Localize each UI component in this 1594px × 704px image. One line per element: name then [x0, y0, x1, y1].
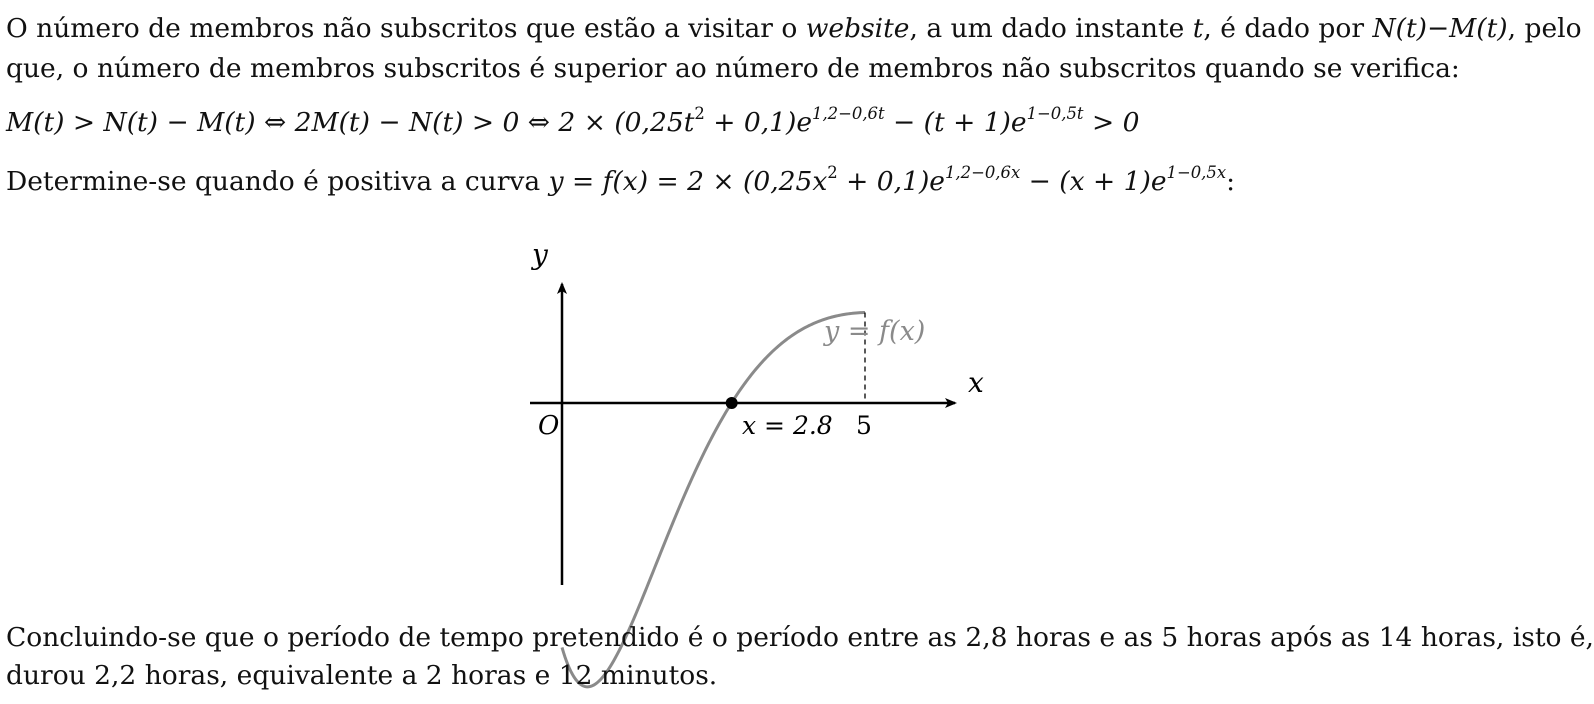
inequality-part-c: − (t + 1)e	[884, 107, 1027, 138]
inequality-part-d: > 0	[1083, 107, 1140, 138]
end-tick-label: 5	[856, 411, 872, 440]
determine-expr-c: − (x + 1)e	[1020, 166, 1167, 197]
determine-expr-a: y = f(x) = 2 × (0,25x	[548, 166, 828, 197]
inequality-square-exp: 2	[694, 103, 705, 123]
conclusion-line2: durou 2,2 horas, equivalente a 2 horas e 12 minutos.	[6, 660, 718, 691]
intro-t-symbol: t	[1192, 13, 1204, 44]
conclusion-line1: Concluindo-se que o período de tempo pretendido é o período entre as 2,8 horas e as 5 horas após as 14 horas, isto é,	[6, 622, 1594, 653]
determine-exp2: 1−0,5x	[1166, 162, 1227, 182]
inequality-part-a: M(t) > N(t) − M(t) ⇔ 2M(t) − N(t) > 0 ⇔ 2 × (0,25t	[6, 107, 695, 138]
intro-text-d: , pelo	[1507, 13, 1582, 44]
intro-website-word: website	[805, 13, 910, 44]
determine-square-exp: 2	[827, 162, 838, 182]
inequality-exp1: 1,2−0,6t	[812, 103, 885, 123]
x-axis-label: x	[968, 366, 984, 399]
origin-label: O	[538, 411, 560, 441]
intro-text-b: , a um dado instante	[909, 13, 1193, 44]
inequality-exp2: 1−0,5t	[1026, 103, 1084, 123]
y-axis-label: y	[532, 238, 548, 271]
curve-label: y = f(x)	[824, 316, 926, 347]
root-label: x = 2.8	[742, 411, 833, 440]
determine-colon: :	[1226, 166, 1236, 197]
intro-text-a: O número de membros não subscritos que estão a visitar o	[6, 13, 806, 44]
determine-text: Determine-se quando é positiva a curva	[6, 166, 549, 197]
determine-exp1: 1,2−0,6x	[944, 162, 1021, 182]
determine-expr-b: + 0,1)e	[837, 166, 945, 197]
root-point	[726, 397, 738, 409]
intro-expression: N(t)−M(t)	[1372, 13, 1508, 44]
paragraph-intro-line2: que, o número de membros subscritos é superior ao número de membros não subscritos quando se verifica:	[6, 53, 1460, 84]
intro-text-c: , é dado por	[1203, 13, 1373, 44]
inequality-part-b: + 0,1)e	[704, 107, 813, 138]
